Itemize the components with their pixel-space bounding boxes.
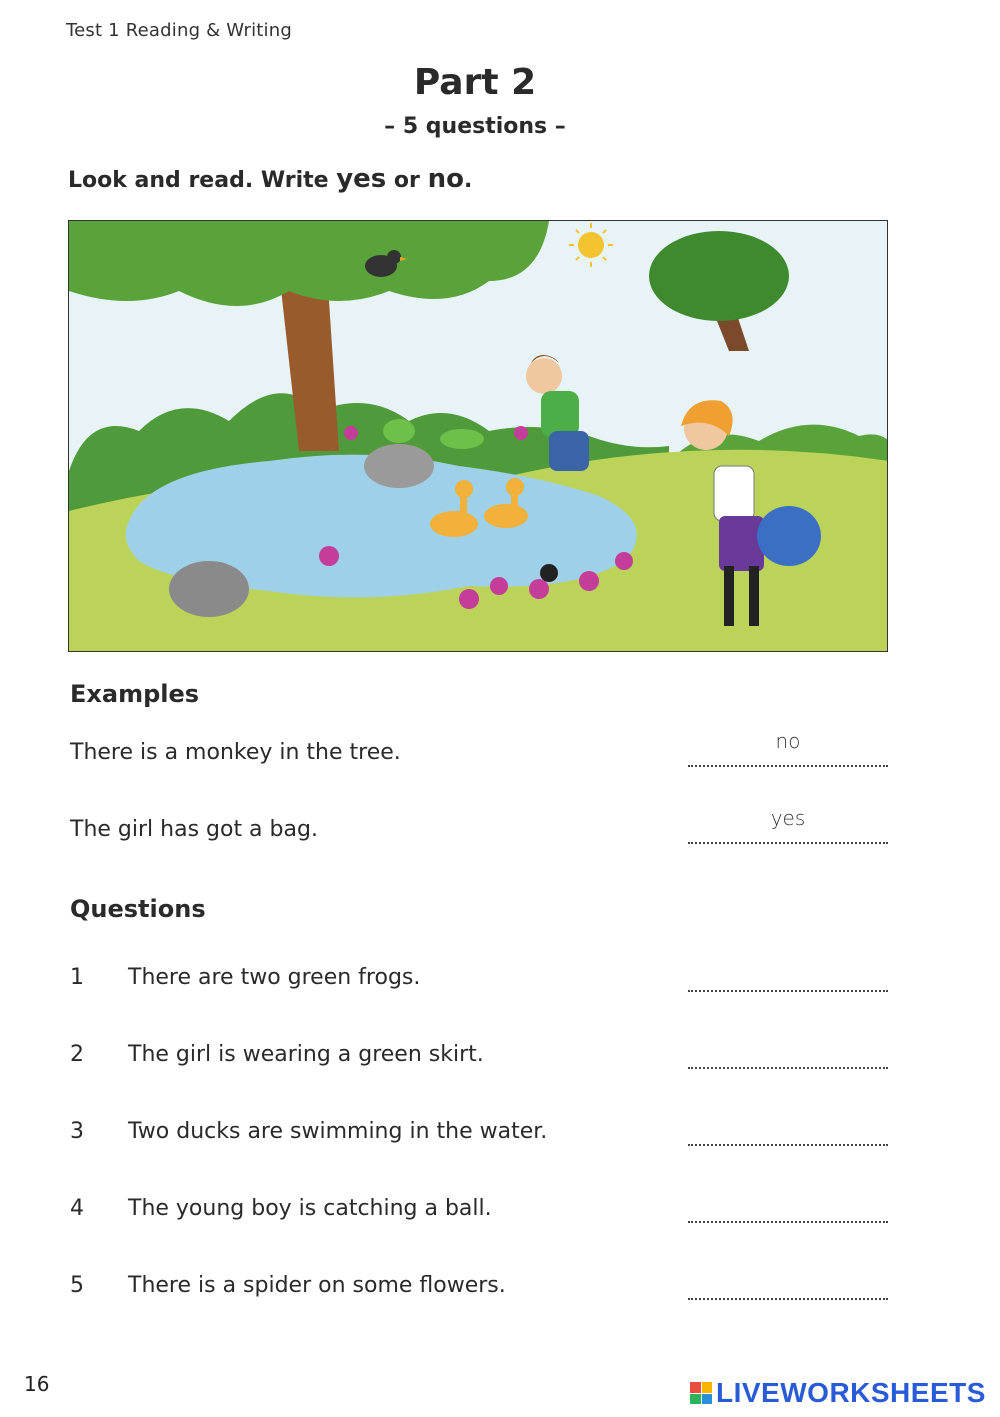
brand-text: LIVEWORKSHEETS (716, 1377, 986, 1408)
question-text: The girl is wearing a green skirt. (128, 1042, 484, 1067)
question-number: 2 (70, 1042, 84, 1067)
instructions (68, 164, 472, 194)
question-text: The young boy is catching a ball. (128, 1196, 492, 1221)
scene-illustration (68, 220, 888, 652)
liveworksheets-logo-icon (690, 1382, 712, 1404)
instructions-no: no (427, 164, 464, 194)
frog-on-rock-icon (383, 419, 415, 443)
instructions-end: . (463, 168, 473, 193)
rock-left (169, 561, 249, 617)
example-answer: yes (770, 806, 806, 830)
part-subtitle: – 5 questions – (384, 114, 566, 139)
rock-right (364, 444, 434, 488)
park-scene (69, 221, 888, 652)
question-number: 1 (70, 965, 84, 990)
question-number: 5 (70, 1273, 84, 1298)
example-answer: no (775, 729, 801, 753)
question-text: Two ducks are swimming in the water. (128, 1119, 548, 1144)
answer-field[interactable] (688, 1197, 888, 1223)
question-number: 4 (70, 1196, 84, 1221)
question-text: There are two green frogs. (128, 965, 421, 990)
questions-heading: Questions (70, 895, 206, 923)
answer-field[interactable] (688, 966, 888, 992)
answer-field[interactable] (688, 1043, 888, 1069)
instructions-lead: Look and read. Write (68, 168, 337, 193)
question-number: 3 (70, 1119, 84, 1144)
question-text: There is a spider on some flowers. (128, 1273, 506, 1298)
brand-watermark[interactable] (690, 1376, 986, 1410)
instructions-or: or (386, 168, 428, 193)
example-answer-line (688, 729, 888, 767)
example-text: There is a monkey in the tree. (70, 740, 401, 765)
header-test-label: Test 1 Reading & Writing (66, 20, 292, 41)
part-title: Part 2 (413, 62, 537, 103)
jumping-frog-icon (440, 429, 484, 449)
instructions-yes: yes (336, 164, 387, 194)
answer-field[interactable] (688, 1274, 888, 1300)
page-number: 16 (24, 1372, 50, 1396)
examples-heading: Examples (70, 680, 200, 708)
answer-field[interactable] (688, 1120, 888, 1146)
example-answer-line (688, 806, 888, 844)
spider-icon (540, 564, 558, 582)
example-text: The girl has got a bag. (70, 817, 318, 842)
